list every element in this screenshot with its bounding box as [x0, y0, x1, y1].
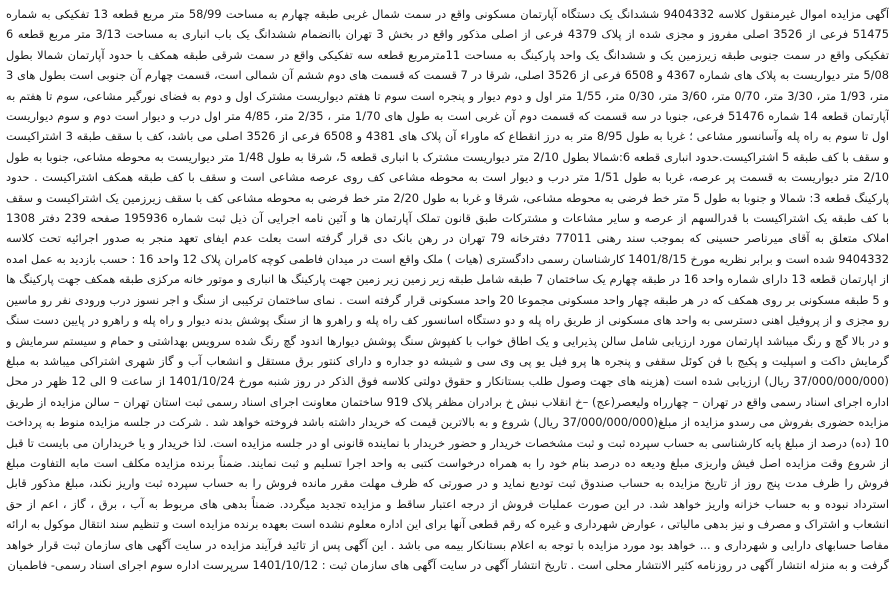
- auction-notice: [6, 4, 889, 607]
- notice-body-text: آگهی مزایده اموال غیرمنقول کلاسه 9404332 ششدانگ یک دستگاه آپارتمان مسکونی واقع در سمت شمال غربی طبقه چهارم به مساحت 58/99 متر مربع قطعه 13 تفکیکی به شماره 51475 فرعی از 3526 اصلی مفروز و مجزی شده از پلاک 4379 فرعی از اصلی مذکور واقع در بخش 3 تهران باانضمام ششدانگ یک باب انباری به مساحت 3/13 متر مربع قطعه 6 تفکیکی واقع در سمت جنوبی طبقه زیرزمین یک و ششدانگ یک واحد پارکینگ به مساحت 11مترمربع قطعه سه تفکیکی واقع در سمت شرقی طبقه همکف با حدود آپارتمان شمالا بطول 5/08 متر دیواریست به پلاک های شماره 4367 و 6508 فرعی از 3526 اصلی، شرقا در 7 قسمت که قسمت های دوم ششم آن شمالی است، قسمت چهارم آن جنوبی است بطول های 3 متر، 1/93 متر، 3/30 متر، 0/70 متر، 3/60 متر، 0/30 متر، 1/55 متر اول و دوم دیوار و پنجره است سوم تا هفتم دیواریست مشترک اول و دوم به فضای نورگیر مشاعی، سوم تا هفتم به آپارتمان قطعه 14 شماره 51476 فرعی، جنوبا در سه قسمت که قسمت دوم آن غربی است به طول های 1/70 متر ، 2/35 متر، 4/85 متر اول درب و دیوار است دوم و سوم دیواریست اول تا سوم به راه پله وآسانسور مشاعی ؛ غربا به طول 8/95 متر به درز انقطاع که ماوراء آن پلاک های 4381 و 6508 فرعی از 3526 اصلی می باشد، کف با سقف طبقه 3 اشتراکیست و سقف با کف طبقه 5 اشتراکیست.حدود انباری قطعه 6:شمالا بطول 2/10 متر دیواریست مشترک با انباری قطعه 5، شرقا به طول 1/48 متر دیواریست به محوطه مشاعی، جنوبا به طول 2/10 متر دیواریست به قسمت پر عرصه، غربا به طول 1/51 متر درب و دیوار است به محوطه مشاعی کف روی عرصه مشاعی است و سقف با کف طبقه همکف اشتراکیست . حدود پارکینگ قطعه 3: شمالا و جنوبا به طول 5 متر خط فرضی به محوطه مشاعی، شرقا و غربا به طول 2/20 متر خط فرضی به محوطه مشاعی کف با سقف زیرزمین یک اشتراکیست و سقف با کف طبقه یک اشتراکیست با قدرالسهم از عرصه و سایر مشاعات و مشترکات طبق قانون تملک آپارتمان ها و آئین نامه اجرایی آن ذیل ثبت شماره 195936 صفحه 239 دفتر 1308 املاک متعلق به آقای میرناصر حسینی که بموجب سند رهنی 77011 دفترخانه 79 تهران در رهن بانک دی قرار گرفته است بعلت عدم ایفای تعهد منجر به صدور اجرائیه تحت کلاسه 9404332 شده است و برابر نظریه مورخ 1401/8/15 کارشناسان رسمی دادگستری (هیات ) ملک واقع است در میدان فاطمی کوچه کامران پلاک 12 واحد 16 : حسب بازدید به عمل امده از اپارتمان قطعه 13 دارای شماره واحد 16 در طبقه چهارم یک ساختمان 7 طبقه شامل طبقه زیر زمین زیر زمین جهت پارکینگ ها انباری و موتور خانه مرکزی طبقه همکف جهت پارکینگ ها و 5 طبقه مسکونی بر روی همکف که در هر طبقه چهار واحد مسکونی مجموعا 20 واحد مسکونی قرار گرفته است . نمای ساختمان ترکیبی از سنگ و اجر نسوز درب ورودی نفر رو ماسین رو مجزی و از پروفیل اهنی دسترسی به واحد های مسکونی از طریق راه پله و دو دستگاه اسانسور کف راه پله و راهرو ها از سنگ پوشش بدنه دیوار و راه پله و راهرو در پایین دست سنگ و در بالا گچ و رنگ میباشد اپارتمان مورد ارزیابی شامل سالن پذیرایی و یک اطاق خواب با کفپوش سنگ پوشش دیوارها اندود گچ رنگ شده سرویس بهداشتی و حمام و سیستم سرمایش و گرمایش داکت و اسپلیت و پکیج با فن کوئل سقفی و پنجره ها پرو فیل یو پی وی سی و شیشه دو جداره و دارای کنتور برق مستقل و انشعاب آب و گاز شهری اشتراکی میباشد به مبلغ (37/000/000/000 ریال) ارزیابی شده است (هزینه های جهت وصول طلب بستانکار و حقوق دولتی کلاسه فوق الذکر در روز شنبه مورخ 1401/10/24 از ساعت 9 الی 12 ظهر در محل اداره اجرای اسناد رسمی واقع در تهران – چهارراه ولیعصر(عج) –خ انقلاب نبش خ برادران مظفر پلاک 919 ساختمان معاونت اجرای اسناد رسمی ثبت استان تهران – سالن مزایده از طریق مزایده حضوری بفروش می رسدو مزایده از مبلغ(37/000/000/000 ریال) شروع و به بالاترین قیمت که خریدار داشته باشد فروخته خواهد شد . شرکت در جلسه مزایده منوط به پرداخت 10 (ده) درصد از مبلغ پایه کارشناسی به حساب سپرده ثبت و ثبت مشخصات خریدار و حضور خریدار با نماینده قانونی او در جلسه مزایده است. لذا خریدار و یا خریداران می بایست تا قبل از شروع وقت مزایده اصل فیش واریزی مبلغ ودیعه ده درصد بنام خود را به همراه درخواست کتبی به واحد اجرا تسلیم و ثبت نمایند. ضمناً برنده مزایده مکلف است مابه التفاوت مبلغ فروش را ظرف مدت پنج روز از تاریخ مزایده به حساب صندوق ثبت تودیع نماید و در صورتی که ظرف مهلت مقرر مانده فروش را به حساب سپرده ثبت واریز نکند، مبلغ مذکور قابل استرداد نبوده و به حساب خزانه واریز خواهد شد. در این صورت عملیات فروش از درجه اعتبار ساقط و مزایده تجدید میگردد. ضمناً بدهی های مربوط به آب ، برق ، گاز ، اعم از حق انشعاب و اشتراک و مصرف و نیز بدهی مالیاتی ، عوارض شهرداری و غیره که رقم قطعی آنها برای این اداره معلوم نشده است بعهده برنده مزایده است و تنظیم سند انتقال موکول به ارائه مفاصا حسابهای دارایی و شهرداری و ... خواهد بود مورد مزایده با توجه به اعلام بستانکار بیمه می باشد . این آگهی پس از تائید فرآیند مزایده در سایت آگهی های سازمان ثبت قرار خواهد گرفت و به منزله انتشار آگهی در روزنامه کثیر الانتشار محلی است . تاریخ انتشار آگهی در سایت آگهی های سازمان ثبت : 1401/10/12 سرپرست اداره سوم اجرای اسناد رسمی- فاطمیان: [6, 7, 889, 572]
